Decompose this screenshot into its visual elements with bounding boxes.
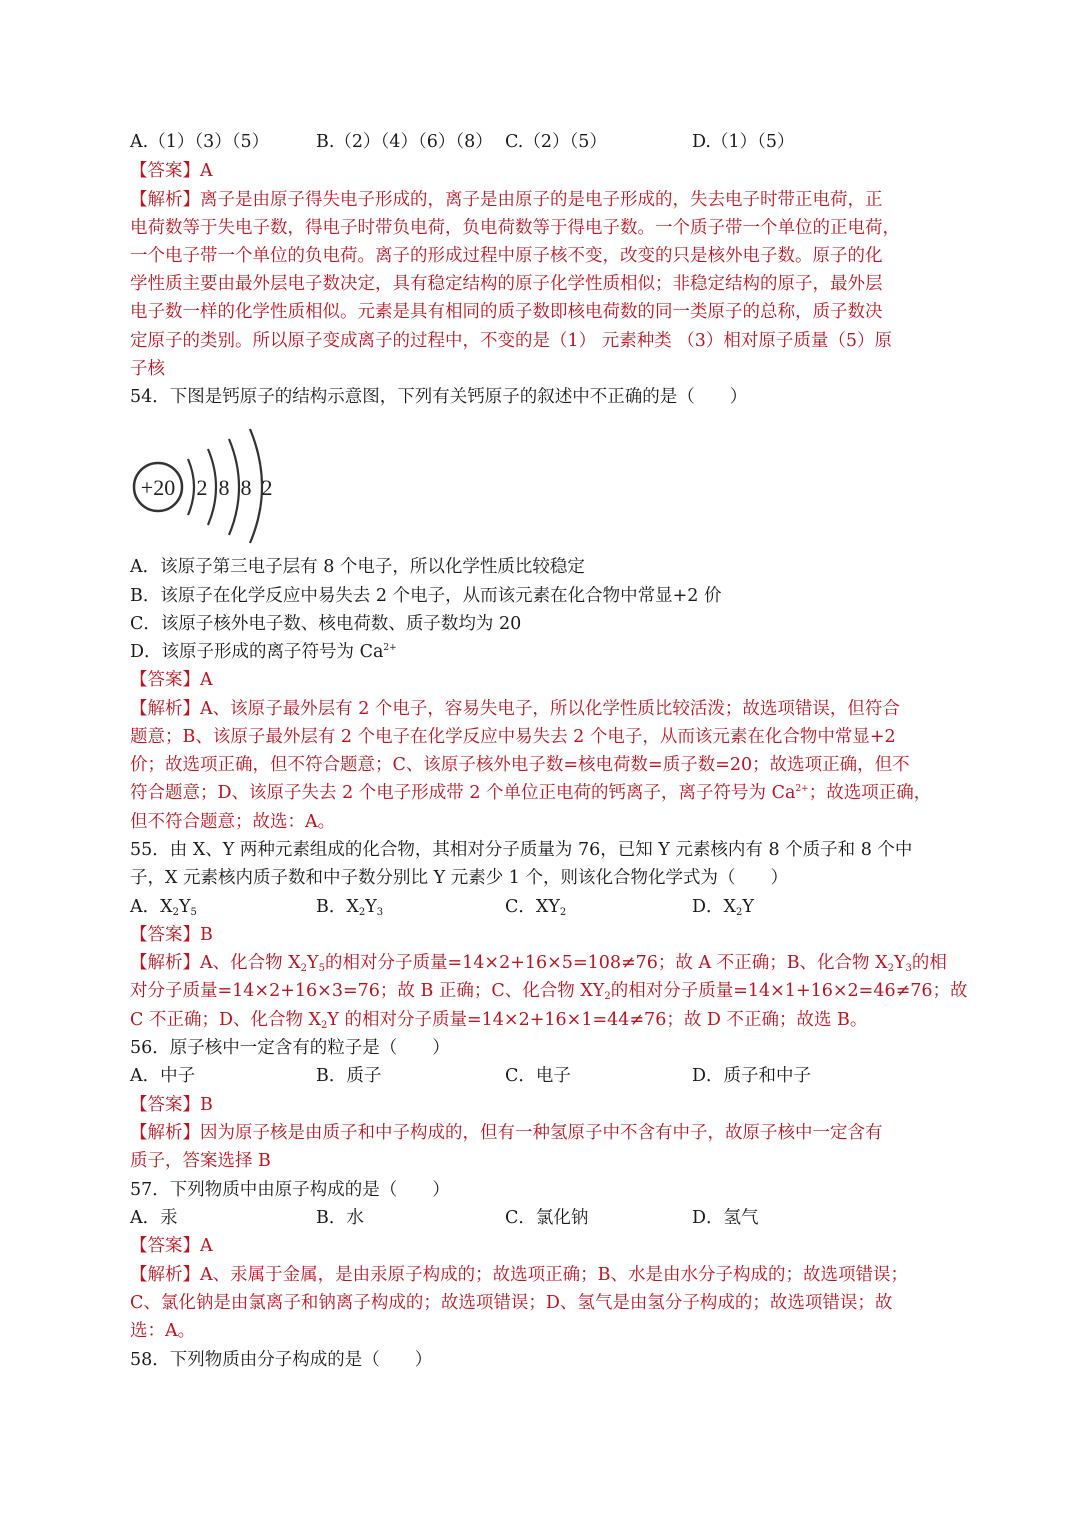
- q54-analysis-line: 符合题意；D、该原子失去 2 个电子形成带 2 个单位正电荷的钙离子，离子符号为 $Ca^{2+}$；故选项正确，: [130, 783, 932, 803]
- q54-question: 54．下图是钙原子的结构示意图，下列有关钙原子的叙述中不正确的是（ ）: [130, 387, 748, 407]
- q55-option-c: C．$XY_2$: [505, 897, 567, 918]
- q55-answer: 【答案】B: [130, 925, 213, 945]
- q53-option-a: A.（1）（3）（5）: [130, 132, 270, 152]
- shell-electron-count: 8: [218, 475, 230, 500]
- q56-option-b: B．质子: [316, 1066, 382, 1086]
- q53-option-c: C.（2）（5）: [505, 132, 607, 152]
- q57-option-c: C．氯化钠: [505, 1208, 589, 1228]
- q56-question: 56．原子核中一定含有的粒子是（ ）: [130, 1038, 450, 1058]
- q53-option-b: B.（2）（4）（6）（8）: [316, 132, 493, 152]
- q56-analysis-line: 【解析】因为原子核是由质子和中子构成的，但有一种氢原子中不含有中子，故原子核中一定含有: [130, 1123, 883, 1143]
- q57-answer: 【答案】A: [130, 1236, 213, 1256]
- q57-analysis-line: 【解析】A、汞属于金属，是由汞原子构成的；故选项正确；B、水是由水分子构成的；故选项错误；: [130, 1265, 908, 1285]
- q57-option-a: A．汞: [130, 1208, 178, 1228]
- q53-analysis-line: 定原子的类别。所以原子变成离子的过程中，不变的是（1） 元素种类 （3）相对原子质量（5）原: [130, 331, 893, 351]
- shell-electron-count: 2: [261, 475, 273, 500]
- q55-option-a: A．$X_2Y_5$: [130, 897, 197, 918]
- q53-analysis-line: 【解析】离子是由原子得失电子形成的，离子是由原子的是电子形成的，失去电子时带正电荷，正: [130, 190, 883, 210]
- q55-option-d: D．$X_2Y$: [692, 897, 754, 918]
- q57-analysis-line: C、氯化钠是由氯离子和钠离子构成的；故选项错误；D、氢气是由氢分子构成的；故选项错误；故: [130, 1293, 893, 1313]
- q54-option-c: C．该原子核外电子数、核电荷数、质子数均为 20: [130, 614, 522, 634]
- q54-analysis-line: 【解析】A、该原子最外层有 2 个电子，容易失电子，所以化学性质比较活泼；故选项错误，但符合: [130, 699, 900, 719]
- electron-shell-arc: [208, 449, 216, 525]
- electron-shell-arc: [229, 439, 239, 535]
- calcium-atom-structure-diagram: [128, 425, 288, 545]
- q54-analysis-line: 价；故选项正确，但不符合题意；C、该原子核外电子数=核电荷数=质子数=20；故选项正确，但不: [130, 755, 910, 775]
- shell-electron-count: 8: [240, 475, 252, 500]
- q54-option-a: A．该原子第三电子层有 8 个电子，所以化学性质比较稳定: [130, 557, 585, 577]
- q53-answer: 【答案】A: [130, 161, 213, 181]
- q58-question: 58．下列物质由分子构成的是（ ）: [130, 1350, 433, 1370]
- nucleus-charge: +20: [140, 475, 176, 500]
- q54-answer: 【答案】A: [130, 670, 213, 690]
- electron-shell-arc: [250, 429, 262, 543]
- q55-analysis-line: 对分子质量=14×2+16×3=76；故 B 正确；C、化合物 $XY_2$的相对分子质量=14×1+16×2=46≠76；故: [130, 981, 968, 1002]
- q54-option-b: B．该原子在化学反应中易失去 2 个电子，从而该元素在化合物中常显+2 价: [130, 586, 722, 606]
- q55-question-line: 子，X 元素核内质子数和中子数分别比 Y 元素少 1 个，则该化合物化学式为（ ）: [130, 868, 788, 888]
- q56-analysis-line: 质子，答案选择 B: [130, 1151, 271, 1171]
- q57-analysis-line: 选：A。: [130, 1321, 196, 1341]
- q53-analysis-line: 学性质主要由最外层电子数决定，具有稳定结构的原子化学性质相似；非稳定结构的原子，最外层: [130, 274, 883, 294]
- q53-option-d: D.（1）（5）: [692, 132, 795, 152]
- q53-analysis-line: 一个电子带一个单位的负电荷。离子的形成过程中原子核不变，改变的只是核外电子数。原子的化: [130, 246, 883, 266]
- q56-option-c: C．电子: [505, 1066, 571, 1086]
- q55-analysis-line: C 不正确；D、化合物 $X_2Y$ 的相对分子质量=14×2+16×1=44≠76；故 D 不正确；故选 B。: [130, 1010, 868, 1031]
- q57-question: 57．下列物质中由原子构成的是（ ）: [130, 1180, 450, 1200]
- q55-option-b: B．$X_2Y_3$: [316, 897, 384, 918]
- shell-electron-count: 2: [196, 475, 208, 500]
- q55-question-line: 55．由 X、Y 两种元素组成的化合物，其相对分子质量为 76，已知 Y 元素核内有 8 个质子和 8 个中: [130, 840, 913, 860]
- q53-analysis-line: 电荷数等于失电子数，得电子时带负电荷，负电荷数等于得电子数。一个质子带一个单位的正电荷，: [130, 218, 900, 238]
- q56-option-a: A．中子: [130, 1066, 196, 1086]
- q54-analysis-line: 题意；B、该原子最外层有 2 个电子在化学反应中易失去 2 个电子，从而该元素在化合物中常显+2: [130, 727, 896, 747]
- q57-option-d: D．氢气: [692, 1208, 759, 1228]
- q55-analysis-line: 【解析】A、化合物 $X_2Y_5$的相对分子质量=14×2+16×5=108≠76；故 A 不正确；B、化合物 $X_2Y_3$的相: [130, 953, 947, 974]
- q54-option-d: D．该原子形成的离子符号为 $Ca^{2+}$: [130, 642, 397, 662]
- q54-analysis-line: 但不符合题意；故选：A。: [130, 812, 336, 832]
- q53-analysis-line: 电子数一样的化学性质相似。元素是具有相同的质子数即核电荷数的同一类原子的总称，质子数决: [130, 302, 883, 322]
- q57-option-b: B．水: [316, 1208, 364, 1228]
- q56-option-d: D．质子和中子: [692, 1066, 812, 1086]
- electron-shell-arc: [188, 459, 194, 515]
- q56-answer: 【答案】B: [130, 1095, 213, 1115]
- q53-analysis-line: 子核: [130, 359, 165, 379]
